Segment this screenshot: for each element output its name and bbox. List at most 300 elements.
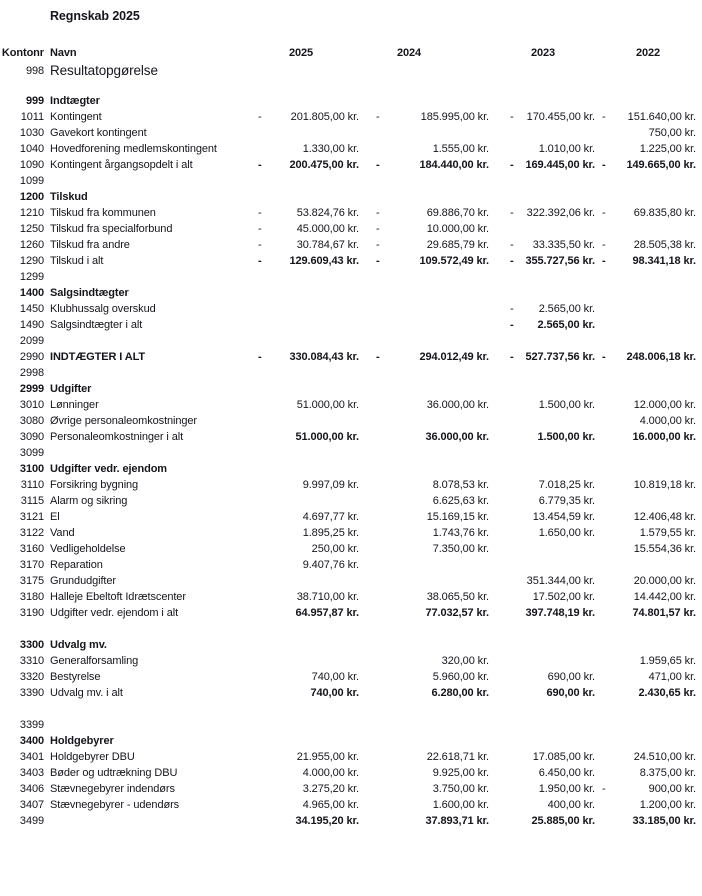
value-cell-2024 bbox=[362, 301, 492, 317]
account-number-cell: 999 bbox=[25, 95, 44, 107]
value-cell-2023 bbox=[492, 237, 598, 253]
value-cell-2024 bbox=[362, 237, 492, 253]
account-number-cell: 3310 bbox=[19, 655, 44, 667]
minus-sign: - bbox=[602, 111, 606, 123]
value-cell-2025 bbox=[254, 301, 362, 317]
value-cell-2024 bbox=[362, 573, 492, 589]
value-cell-2025 bbox=[254, 653, 362, 669]
value-cell-2023 bbox=[492, 733, 598, 749]
account-number-cell: 1011 bbox=[20, 111, 44, 123]
account-name-cell: Grundudgifter bbox=[50, 575, 116, 587]
value-cell-2022 bbox=[598, 749, 698, 765]
value-cell-2024 bbox=[362, 349, 492, 365]
amount-text: 20.000,00 kr. bbox=[633, 575, 696, 587]
table-row bbox=[0, 493, 702, 509]
minus-sign: - bbox=[510, 351, 514, 363]
amount-text: 24.510,00 kr. bbox=[633, 751, 696, 763]
account-name-cell: Kontingent årgangsopdelt i alt bbox=[50, 159, 193, 171]
account-number-cell: 3407 bbox=[19, 799, 44, 811]
value-cell-2022 bbox=[598, 445, 698, 461]
account-name-cell bbox=[44, 365, 254, 381]
amount-text: 740,00 kr. bbox=[310, 687, 359, 699]
value-cell-2022 bbox=[598, 573, 698, 589]
value-cell-2024 bbox=[362, 445, 492, 461]
amount-text: 169.445,00 kr. bbox=[525, 159, 595, 171]
minus-sign: - bbox=[510, 303, 514, 315]
account-number-cell: 3401 bbox=[19, 751, 44, 763]
value-cell-2023 bbox=[492, 301, 598, 317]
amount-text: 28.505,38 kr. bbox=[633, 239, 696, 251]
value-cell-2023 bbox=[492, 205, 598, 221]
account-name-cell: Bestyrelse bbox=[50, 671, 101, 683]
amount-text: 29.685,79 kr. bbox=[426, 239, 489, 251]
amount-text: 1.600,00 kr. bbox=[432, 799, 489, 811]
amount-text: 74.801,57 kr. bbox=[632, 607, 696, 619]
minus-sign: - bbox=[602, 159, 606, 171]
value-cell-2024 bbox=[362, 765, 492, 781]
account-number-cell: 3010 bbox=[19, 399, 44, 411]
value-cell-2024 bbox=[362, 93, 492, 109]
amount-text: 8.078,53 kr. bbox=[432, 479, 489, 491]
value-cell-2025 bbox=[254, 237, 362, 253]
value-cell-2022 bbox=[598, 653, 698, 669]
account-name-cell: Generalforsamling bbox=[50, 655, 139, 667]
minus-sign: - bbox=[376, 223, 380, 235]
column-header-year-2025: 2025 bbox=[288, 47, 314, 59]
value-cell-2023 bbox=[492, 189, 598, 205]
value-cell-2023 bbox=[492, 525, 598, 541]
amount-text: 3.750,00 kr. bbox=[432, 783, 489, 795]
amount-text: 1.555,00 kr. bbox=[432, 143, 489, 155]
table-row bbox=[0, 749, 702, 765]
amount-text: 690,00 kr. bbox=[546, 687, 595, 699]
value-cell-2025 bbox=[254, 573, 362, 589]
amount-text: 1.579,55 kr. bbox=[639, 527, 696, 539]
value-cell-2024 bbox=[362, 605, 492, 621]
account-name-cell: Tilskud fra specialforbund bbox=[50, 223, 173, 235]
value-cell-2022 bbox=[598, 333, 698, 349]
table-row bbox=[0, 717, 702, 733]
value-cell-2023 bbox=[492, 589, 598, 605]
value-cell-2023 bbox=[492, 333, 598, 349]
value-cell-2024 bbox=[362, 205, 492, 221]
value-cell-2025 bbox=[254, 173, 362, 189]
value-cell-2024 bbox=[362, 285, 492, 301]
value-cell-2023 bbox=[492, 573, 598, 589]
value-cell-2023 bbox=[492, 109, 598, 125]
table-row bbox=[0, 525, 702, 541]
account-name-cell: Øvrige personaleomkostninger bbox=[50, 415, 198, 427]
account-number-cell bbox=[0, 701, 44, 717]
table-row bbox=[0, 589, 702, 605]
value-cell-2023 bbox=[492, 749, 598, 765]
account-name-cell: Tilskud bbox=[50, 191, 88, 203]
amount-text: 33.185,00 kr. bbox=[632, 815, 696, 827]
account-number-cell: 3300 bbox=[19, 639, 44, 651]
account-number-cell: 1260 bbox=[19, 239, 44, 251]
amount-text: 53.824,76 kr. bbox=[296, 207, 359, 219]
account-name-cell: Udgifter vedr. ejendom bbox=[50, 463, 167, 475]
amount-text: 8.375,00 kr. bbox=[639, 767, 696, 779]
amount-text: 750,00 kr. bbox=[648, 127, 696, 139]
value-cell-2023 bbox=[492, 813, 598, 829]
value-cell-2023 bbox=[492, 717, 598, 733]
account-number-cell: 3399 bbox=[19, 719, 44, 731]
amount-text: 9.997,09 kr. bbox=[302, 479, 359, 491]
account-name-cell: Resultatopgørelse bbox=[50, 63, 158, 78]
value-cell-2022 bbox=[598, 189, 698, 205]
value-cell-2024 bbox=[362, 381, 492, 397]
account-name-cell: Personaleomkostninger i alt bbox=[50, 431, 184, 443]
account-name-cell: Salgsindtægter bbox=[50, 287, 129, 299]
value-cell-2025 bbox=[254, 157, 362, 173]
value-cell-2023 bbox=[492, 81, 598, 93]
amount-text: 397.748,19 kr. bbox=[525, 607, 595, 619]
account-name-cell: Tilskud fra andre bbox=[50, 239, 130, 251]
account-name-cell bbox=[44, 269, 254, 285]
value-cell-2022 bbox=[598, 541, 698, 557]
value-cell-2024 bbox=[362, 781, 492, 797]
amount-text: 184.440,00 kr. bbox=[419, 159, 489, 171]
table-row bbox=[0, 157, 702, 173]
account-number-cell: 2099 bbox=[19, 335, 44, 347]
account-name-cell bbox=[44, 813, 254, 829]
value-cell-2022 bbox=[598, 669, 698, 685]
value-cell-2024 bbox=[362, 413, 492, 429]
value-cell-2022 bbox=[598, 93, 698, 109]
minus-sign: - bbox=[376, 111, 380, 123]
amount-text: 200.475,00 kr. bbox=[289, 159, 359, 171]
amount-text: 1.200,00 kr. bbox=[639, 799, 696, 811]
amount-text: 4.000,00 kr. bbox=[639, 415, 696, 427]
minus-sign: - bbox=[602, 351, 606, 363]
value-cell-2025 bbox=[254, 621, 362, 637]
account-number-cell: 1290 bbox=[19, 255, 44, 267]
value-cell-2023 bbox=[492, 253, 598, 269]
value-cell-2023 bbox=[492, 637, 598, 653]
account-number-cell: 1099 bbox=[19, 175, 44, 187]
value-cell-2022 bbox=[598, 701, 698, 717]
minus-sign: - bbox=[510, 255, 514, 267]
value-cell-2025 bbox=[254, 589, 362, 605]
table-row bbox=[0, 397, 702, 413]
table-row bbox=[0, 461, 702, 477]
table-row bbox=[0, 301, 702, 317]
column-header-year-2022: 2022 bbox=[635, 47, 661, 59]
account-name-cell: Udvalg mv. bbox=[50, 639, 107, 651]
minus-sign: - bbox=[510, 239, 514, 251]
value-cell-2023 bbox=[492, 541, 598, 557]
amount-text: 22.618,71 kr. bbox=[426, 751, 489, 763]
value-cell-2024 bbox=[362, 81, 492, 93]
value-cell-2023 bbox=[492, 269, 598, 285]
value-cell-2025 bbox=[254, 637, 362, 653]
minus-sign: - bbox=[258, 223, 262, 235]
account-name-cell bbox=[44, 717, 254, 733]
amount-text: 250,00 kr. bbox=[311, 543, 359, 555]
value-cell-2022 bbox=[598, 317, 698, 333]
value-cell-2023 bbox=[492, 781, 598, 797]
value-cell-2025 bbox=[254, 701, 362, 717]
value-cell-2023 bbox=[492, 461, 598, 477]
table-row bbox=[0, 669, 702, 685]
value-cell-2025 bbox=[254, 349, 362, 365]
value-cell-2023 bbox=[492, 317, 598, 333]
value-cell-2022 bbox=[598, 237, 698, 253]
value-cell-2024 bbox=[362, 333, 492, 349]
table-row bbox=[0, 733, 702, 749]
amount-text: 248.006,18 kr. bbox=[626, 351, 696, 363]
account-number-cell: 3406 bbox=[19, 783, 44, 795]
value-cell-2024 bbox=[362, 429, 492, 445]
value-cell-2022 bbox=[598, 685, 698, 701]
table-row bbox=[0, 61, 702, 81]
value-cell-2023 bbox=[492, 141, 598, 157]
value-cell-2025 bbox=[254, 333, 362, 349]
minus-sign: - bbox=[602, 239, 606, 251]
value-cell-2022 bbox=[598, 493, 698, 509]
value-cell-2022 bbox=[598, 781, 698, 797]
value-cell-2023 bbox=[492, 93, 598, 109]
value-cell-2023 bbox=[492, 381, 598, 397]
account-number-cell: 3122 bbox=[19, 527, 44, 539]
value-cell-2024 bbox=[362, 813, 492, 829]
amount-text: 1.500,00 kr. bbox=[537, 431, 595, 443]
amount-text: 355.727,56 kr. bbox=[525, 255, 595, 267]
value-cell-2022 bbox=[598, 269, 698, 285]
table-row bbox=[0, 573, 702, 589]
value-cell-2022 bbox=[598, 349, 698, 365]
amount-text: 12.000,00 kr. bbox=[633, 399, 696, 411]
table-row bbox=[0, 413, 702, 429]
amount-text: 69.886,70 kr. bbox=[426, 207, 489, 219]
value-cell-2024 bbox=[362, 269, 492, 285]
account-name-cell: Vedligeholdelse bbox=[50, 543, 126, 555]
amount-text: 30.784,67 kr. bbox=[296, 239, 359, 251]
amount-text: 15.169,15 kr. bbox=[426, 511, 489, 523]
value-cell-2024 bbox=[362, 477, 492, 493]
minus-sign: - bbox=[510, 159, 514, 171]
value-cell-2025 bbox=[254, 445, 362, 461]
value-cell-2024 bbox=[362, 669, 492, 685]
account-number-cell: 3320 bbox=[19, 671, 44, 683]
account-name-cell: Vand bbox=[50, 527, 75, 539]
value-cell-2022 bbox=[598, 733, 698, 749]
amount-text: 4.965,00 kr. bbox=[302, 799, 359, 811]
value-cell-2024 bbox=[362, 717, 492, 733]
amount-text: 1.895,25 kr. bbox=[302, 527, 359, 539]
value-cell-2024 bbox=[362, 221, 492, 237]
amount-text: 25.885,00 kr. bbox=[531, 815, 595, 827]
value-cell-2024 bbox=[362, 493, 492, 509]
table-row bbox=[0, 765, 702, 781]
amount-text: 64.957,87 kr. bbox=[295, 607, 359, 619]
table-row bbox=[0, 93, 702, 109]
value-cell-2025 bbox=[254, 141, 362, 157]
account-name-cell: Udgifter bbox=[50, 383, 92, 395]
value-cell-2025 bbox=[254, 253, 362, 269]
amount-text: 4.000,00 kr. bbox=[302, 767, 359, 779]
table-row bbox=[0, 429, 702, 445]
value-cell-2024 bbox=[362, 109, 492, 125]
amount-text: 7.350,00 kr. bbox=[432, 543, 489, 555]
value-cell-2024 bbox=[362, 253, 492, 269]
account-number-cell: 998 bbox=[25, 65, 44, 77]
account-name-cell: Holdgebyrer bbox=[50, 735, 114, 747]
table-row bbox=[0, 237, 702, 253]
value-cell-2022 bbox=[598, 589, 698, 605]
value-cell-2025 bbox=[254, 717, 362, 733]
amount-text: 129.609,43 kr. bbox=[289, 255, 359, 267]
value-cell-2022 bbox=[598, 61, 698, 81]
amount-text: 69.835,80 kr. bbox=[633, 207, 696, 219]
table-row bbox=[0, 205, 702, 221]
amount-text: 45.000,00 kr. bbox=[296, 223, 359, 235]
table-row bbox=[0, 653, 702, 669]
amount-text: 185.995,00 kr. bbox=[420, 111, 489, 123]
minus-sign: - bbox=[602, 255, 606, 267]
amount-text: 13.454,59 kr. bbox=[532, 511, 595, 523]
amount-text: 37.893,71 kr. bbox=[425, 815, 489, 827]
value-cell-2024 bbox=[362, 157, 492, 173]
amount-text: 2.565,00 kr. bbox=[537, 319, 595, 331]
value-cell-2024 bbox=[362, 509, 492, 525]
value-cell-2025 bbox=[254, 365, 362, 381]
value-cell-2022 bbox=[598, 285, 698, 301]
account-name-cell bbox=[44, 333, 254, 349]
account-name-cell: Salgsindtægter i alt bbox=[50, 319, 143, 331]
value-cell-2025 bbox=[254, 81, 362, 93]
table-row bbox=[0, 333, 702, 349]
amount-text: 1.743,76 kr. bbox=[432, 527, 489, 539]
value-cell-2022 bbox=[598, 461, 698, 477]
amount-text: 6.280,00 kr. bbox=[431, 687, 489, 699]
account-name-cell: Reparation bbox=[50, 559, 103, 571]
account-number-cell: 1210 bbox=[19, 207, 44, 219]
account-number-cell: 2990 bbox=[19, 351, 44, 363]
amount-text: 4.697,77 kr. bbox=[302, 511, 359, 523]
amount-text: 5.960,00 kr. bbox=[432, 671, 489, 683]
value-cell-2022 bbox=[598, 301, 698, 317]
amount-text: 38.710,00 kr. bbox=[296, 591, 359, 603]
account-number-cell: 3110 bbox=[20, 479, 44, 491]
account-name-cell: Lønninger bbox=[50, 399, 99, 411]
value-cell-2025 bbox=[254, 269, 362, 285]
account-name-cell: Gavekort kontingent bbox=[50, 127, 147, 139]
column-header-kontonr: Kontonr bbox=[1, 47, 44, 59]
minus-sign: - bbox=[376, 351, 380, 363]
table-row bbox=[0, 109, 702, 125]
value-cell-2023 bbox=[492, 349, 598, 365]
amount-text: 471,00 kr. bbox=[648, 671, 696, 683]
amount-text: 201.805,00 kr. bbox=[290, 111, 359, 123]
account-number-cell: 3403 bbox=[19, 767, 44, 779]
value-cell-2025 bbox=[254, 61, 362, 81]
table-row bbox=[0, 317, 702, 333]
value-cell-2023 bbox=[492, 557, 598, 573]
amount-text: 7.018,25 kr. bbox=[538, 479, 595, 491]
value-cell-2025 bbox=[254, 93, 362, 109]
amount-text: 151.640,00 kr. bbox=[627, 111, 696, 123]
value-cell-2022 bbox=[598, 557, 698, 573]
table-row bbox=[0, 285, 702, 301]
account-name-cell bbox=[44, 445, 254, 461]
amount-text: 294.012,49 kr. bbox=[419, 351, 489, 363]
value-cell-2024 bbox=[362, 141, 492, 157]
amount-text: 98.341,18 kr. bbox=[632, 255, 696, 267]
table-row bbox=[0, 81, 702, 93]
value-cell-2022 bbox=[598, 797, 698, 813]
amount-text: 9.407,76 kr. bbox=[302, 559, 359, 571]
financial-report bbox=[0, 9, 702, 896]
amount-text: 51.000,00 kr. bbox=[296, 399, 359, 411]
account-number-cell: 1250 bbox=[19, 223, 44, 235]
account-number-cell: 1450 bbox=[19, 303, 44, 315]
value-cell-2024 bbox=[362, 653, 492, 669]
amount-text: 400,00 kr. bbox=[547, 799, 595, 811]
value-cell-2022 bbox=[598, 813, 698, 829]
account-number-cell: 1400 bbox=[19, 287, 44, 299]
value-cell-2024 bbox=[362, 461, 492, 477]
value-cell-2022 bbox=[598, 109, 698, 125]
table-row bbox=[0, 125, 702, 141]
account-number-cell: 3170 bbox=[19, 559, 44, 571]
account-number-cell: 2998 bbox=[19, 367, 44, 379]
amount-text: 9.925,00 kr. bbox=[432, 767, 489, 779]
amount-text: 1.950,00 kr. bbox=[538, 783, 595, 795]
amount-text: 6.625,63 kr. bbox=[432, 495, 489, 507]
table-row bbox=[0, 189, 702, 205]
account-number-cell: 3180 bbox=[19, 591, 44, 603]
value-cell-2023 bbox=[492, 493, 598, 509]
amount-text: 1.225,00 kr. bbox=[639, 143, 696, 155]
value-cell-2023 bbox=[492, 765, 598, 781]
value-cell-2025 bbox=[254, 413, 362, 429]
table-row bbox=[0, 269, 702, 285]
amount-text: 34.195,20 kr. bbox=[295, 815, 359, 827]
amount-text: 149.665,00 kr. bbox=[626, 159, 696, 171]
amount-text: 527.737,56 kr. bbox=[525, 351, 595, 363]
amount-text: 6.450,00 kr. bbox=[538, 767, 595, 779]
value-cell-2025 bbox=[254, 189, 362, 205]
account-number-cell: 2999 bbox=[19, 383, 44, 395]
amount-text: 3.275,20 kr. bbox=[302, 783, 359, 795]
value-cell-2024 bbox=[362, 61, 492, 81]
value-cell-2024 bbox=[362, 749, 492, 765]
amount-text: 10.819,18 kr. bbox=[633, 479, 696, 491]
minus-sign: - bbox=[602, 783, 606, 795]
account-name-cell: Halleje Ebeltoft Idrætscenter bbox=[50, 591, 186, 603]
account-name-cell: Klubhussalg overskud bbox=[50, 303, 156, 315]
table-row bbox=[0, 701, 702, 717]
account-name-cell: Hovedforening medlemskontingent bbox=[50, 143, 217, 155]
table-row bbox=[0, 621, 702, 637]
minus-sign: - bbox=[510, 207, 514, 219]
value-cell-2022 bbox=[598, 477, 698, 493]
table-row bbox=[0, 253, 702, 269]
minus-sign: - bbox=[258, 207, 262, 219]
account-name-cell: Udgifter vedr. ejendom i alt bbox=[50, 607, 179, 619]
amount-text: 1.959,65 kr. bbox=[639, 655, 696, 667]
value-cell-2023 bbox=[492, 509, 598, 525]
account-number-cell: 3160 bbox=[19, 543, 44, 555]
account-name-cell: Forsikring bygning bbox=[50, 479, 139, 491]
value-cell-2022 bbox=[598, 157, 698, 173]
value-cell-2022 bbox=[598, 429, 698, 445]
table-row bbox=[0, 445, 702, 461]
value-cell-2024 bbox=[362, 317, 492, 333]
value-cell-2024 bbox=[362, 701, 492, 717]
